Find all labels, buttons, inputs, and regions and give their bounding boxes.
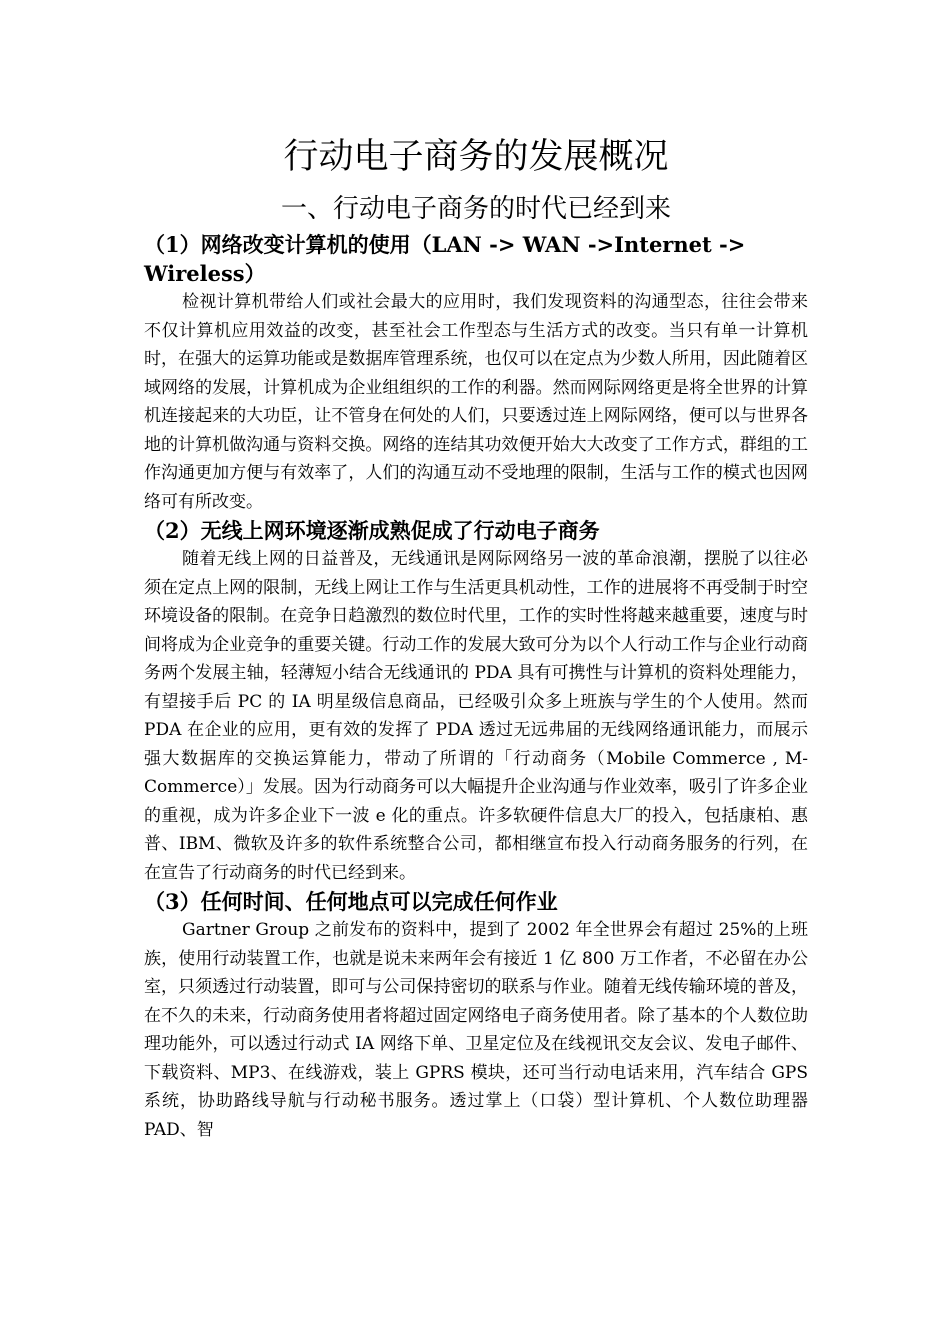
section-paragraph: 检视计算机带给人们或社会最大的应用时，我们发现资料的沟通型态，往往会带来不仅计算机应用效益的改变，甚至社会工作型态与生活方式的改变。当只有单一计算机时，在强大的运算功能或是数据库管理系统，也仅可以在定点为少数人所用，因此随着区域网络的发展，计算机成为企业组组织的工作的利器。然而网际网络更是将全世界的计算机连接起来的大功臣，让不管身在何处的人们，只要透过连上网际网络，便可以与世界各地的计算机做沟通与资料交换。网络的连结其功效便开始大大改变了工作方式，群组的工作沟通更加方便与有效率了，人们的沟通互动不受地理的限制，生活与工作的模式也因网络可有所改变。	[144, 292, 808, 512]
section-heading: （1）网络改变计算机的使用（LAN -> WAN ->Internet -> Wireless）	[144, 232, 746, 286]
section-heading: （2）无线上网环境逐渐成熟促成了行动电子商务	[144, 518, 600, 543]
section-paragraph: Gartner Group 之前发布的资料中，提到了 2002 年全世界会有超过 25%的上班族，使用行动装置工作，也就是说未来两年会有接近 1 亿 800 万工作者，不必留在办公室，只须透过行动装置，即可与公司保持密切的联系与作业。随着无线传输环境的普及，在不久的未来，行动商务使用者将超过固定网络电子商务使用者。除了基本的个人数位助理功能外，可以透过行动式 IA 网络下单、卫星定位及在线视讯交友会议、发电子邮件、下载资料、MP3、在线游戏，装上 GPRS 模块，还可当行动电话来用，汽车结合 GPS 系统，协助路线导航与行动秘书服务。透过掌上（口袋）型计算机、个人数位助理器 PAD、智	[144, 920, 808, 1140]
section-1	[144, 230, 808, 516]
section-2	[144, 516, 808, 887]
section-3	[144, 887, 808, 1144]
section-paragraph: 随着无线上网的日益普及，无线通讯是网际网络另一波的革命浪潮，摆脱了以往必须在定点上网的限制，无线上网让工作与生活更具机动性，工作的进展将不再受制于时空环境设备的限制。在竞争日趋激烈的数位时代里，工作的实时性将越来越重要，速度与时间将成为企业竞争的重要关键。行动工作的发展大致可分为以个人行动工作与企业行动商务两个发展主轴，轻薄短小结合无线通讯的 PDA 具有可携性与计算机的资料处理能力，有望接手后 PC 的 IA 明星级信息商品，已经吸引众多上班族与学生的个人使用。然而 PDA 在企业的应用，更有效的发挥了 PDA 透过无远弗届的无线网络通讯能力，而展示强大数据库的交换运算能力，带动了所谓的「行动商务（Mobile Commerce , M-Commerce）」发展。因为行动商务可以大幅提升企业沟通与作业效率，吸引了许多企业的重视，成为许多企业下一波 e 化的重点。许多软硬件信息大厂的投入，包括康柏、惠普、IBM、微软及许多的软件系统整合公司，都相继宣布投入行动商务服务的行列，在在宣告了行动商务的时代已经到来。	[144, 549, 808, 883]
document-title: 行动电子商务的发展概况	[283, 137, 669, 177]
section-heading: （3）任何时间、任何地点可以完成任何作业	[144, 889, 558, 914]
document-subtitle: 一、行动电子商务的时代已经到来	[280, 194, 671, 224]
document-page	[144, 130, 808, 1144]
